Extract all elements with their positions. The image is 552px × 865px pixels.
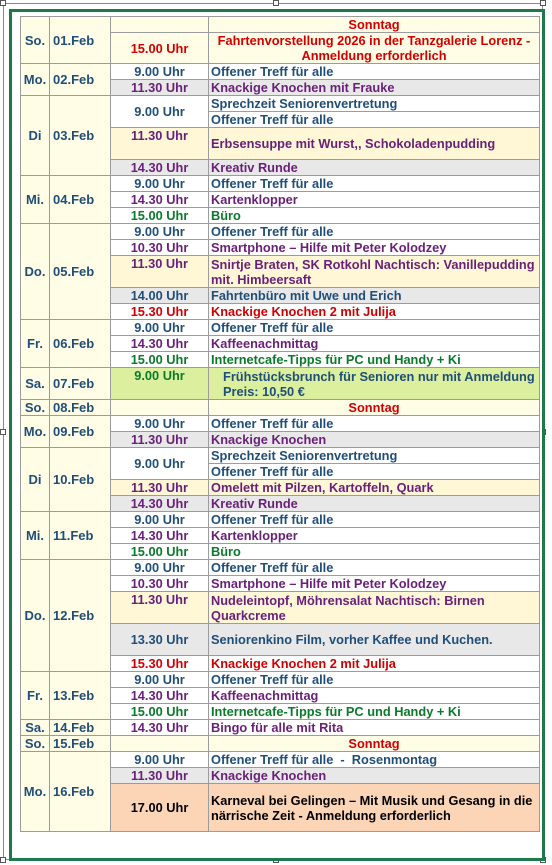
- date-cell: 03.Feb: [50, 96, 111, 176]
- time-cell: 11.30 Uhr: [111, 768, 209, 784]
- time-cell: 15.00 Uhr: [111, 33, 209, 64]
- time-cell: 14.30 Uhr: [111, 688, 209, 704]
- table-row: [21, 736, 540, 752]
- event-cell: Fahrtenbüro mit Uwe und Erich: [209, 288, 540, 304]
- day-cell: Di: [21, 448, 50, 512]
- event-cell: Offener Treff für alle: [209, 320, 540, 336]
- date-cell: 05.Feb: [50, 224, 111, 320]
- table-row: [21, 720, 540, 736]
- event-cell: Omelett mit Pilzen, Kartoffeln, Quark: [209, 480, 540, 496]
- time-cell: 9.00 Uhr: [111, 96, 209, 128]
- date-cell: 01.Feb: [50, 17, 111, 64]
- event-cell: Internetcafe-Tipps für PC und Handy + Ki: [209, 352, 540, 368]
- event-cell: Frühstücksbrunch für Senioren nur mit Anmeldung Preis: 10,50 €: [209, 368, 540, 400]
- date-cell: 07.Feb: [50, 368, 111, 400]
- table-row: [21, 17, 540, 33]
- time-cell: 11.30 Uhr: [111, 256, 209, 288]
- time-cell: 14.30 Uhr: [111, 720, 209, 736]
- time-cell: 11.30 Uhr: [111, 480, 209, 496]
- day-cell: Sa.: [21, 720, 50, 736]
- time-cell: 9.00 Uhr: [111, 224, 209, 240]
- day-cell: Mi.: [21, 512, 50, 560]
- date-cell: 02.Feb: [50, 64, 111, 96]
- day-cell: So.: [21, 400, 50, 416]
- event-cell: Kartenklopper: [209, 528, 540, 544]
- day-cell: Do.: [21, 560, 50, 672]
- table-row: [21, 96, 540, 112]
- date-cell: 09.Feb: [50, 416, 111, 448]
- table-row: [21, 320, 540, 336]
- time-cell: 9.00 Uhr: [111, 176, 209, 192]
- table-row: [21, 512, 540, 528]
- event-cell: Offener Treff für alle: [209, 64, 540, 80]
- day-cell: Mi.: [21, 176, 50, 224]
- time-cell: 14.30 Uhr: [111, 160, 209, 176]
- date-cell: 10.Feb: [50, 448, 111, 512]
- time-cell: 9.00 Uhr: [111, 64, 209, 80]
- event-cell: Offener Treff für alle: [209, 176, 540, 192]
- event-cell: Offener Treff für alle: [209, 112, 540, 128]
- time-cell: 9.00 Uhr: [111, 672, 209, 688]
- table-row: [21, 672, 540, 688]
- event-cell: Kaffeenachmittag: [209, 336, 540, 352]
- time-cell: 15.00 Uhr: [111, 544, 209, 560]
- time-cell: 15.30 Uhr: [111, 304, 209, 320]
- event-cell: Offener Treff für alle: [209, 416, 540, 432]
- event-cell: Offener Treff für alle: [209, 512, 540, 528]
- day-cell: Di: [21, 96, 50, 176]
- table-row: [21, 416, 540, 432]
- time-cell: 11.30 Uhr: [111, 432, 209, 448]
- time-cell: [111, 400, 209, 416]
- time-cell: 15.30 Uhr: [111, 656, 209, 672]
- event-cell: Sonntag: [209, 736, 540, 752]
- schedule-table: [20, 16, 540, 832]
- time-cell: 13.30 Uhr: [111, 624, 209, 656]
- event-cell: Kartenklopper: [209, 192, 540, 208]
- time-cell: 15.00 Uhr: [111, 352, 209, 368]
- time-cell: [111, 736, 209, 752]
- table-row: [21, 448, 540, 464]
- time-cell: 11.30 Uhr: [111, 128, 209, 160]
- event-cell: Knackige Knochen 2 mit Julija: [209, 304, 540, 320]
- event-cell: Sprechzeit Seniorenvertretung: [209, 448, 540, 464]
- table-row: [21, 176, 540, 192]
- event-cell: Nudeleintopf, Möhrensalat Nachtisch: Birnen Quarkcreme: [209, 592, 540, 624]
- day-cell: Mo.: [21, 752, 50, 832]
- time-cell: 14.30 Uhr: [111, 528, 209, 544]
- date-cell: 08.Feb: [50, 400, 111, 416]
- event-cell: Kaffeenachmittag: [209, 688, 540, 704]
- time-cell: 9.00 Uhr: [111, 320, 209, 336]
- time-cell: 9.00 Uhr: [111, 752, 209, 768]
- table-row: [21, 400, 540, 416]
- event-cell: Kreativ Runde: [209, 496, 540, 512]
- event-cell: Knackige Knochen: [209, 432, 540, 448]
- event-cell: Offener Treff für alle: [209, 560, 540, 576]
- event-cell: Seniorenkino Film, vorher Kaffee und Kuchen.: [209, 624, 540, 656]
- time-cell: 15.00 Uhr: [111, 704, 209, 720]
- table-row: [21, 560, 540, 576]
- event-cell: Büro: [209, 544, 540, 560]
- time-cell: 17.00 Uhr: [111, 784, 209, 832]
- table-row: [21, 64, 540, 80]
- resize-handle[interactable]: [0, 0, 6, 6]
- event-cell: Offener Treff für alle: [209, 464, 540, 480]
- date-cell: 15.Feb: [50, 736, 111, 752]
- time-cell: 14.30 Uhr: [111, 336, 209, 352]
- day-cell: Sa.: [21, 368, 50, 400]
- event-cell: Smartphone – Hilfe mit Peter Kolodzey: [209, 240, 540, 256]
- time-cell: 9.00 Uhr: [111, 448, 209, 480]
- time-cell: 10.30 Uhr: [111, 240, 209, 256]
- table-row: [21, 368, 540, 384]
- time-cell: 11.30 Uhr: [111, 592, 209, 624]
- day-cell: So.: [21, 17, 50, 64]
- time-cell: 14.30 Uhr: [111, 496, 209, 512]
- day-cell: Do.: [21, 224, 50, 320]
- date-cell: 14.Feb: [50, 720, 111, 736]
- event-cell: Snirtje Braten, SK Rotkohl Nachtisch: Vanillepudding mit. Himbeersaft: [209, 256, 540, 288]
- event-cell: Erbsensuppe mit Wurst,, Schokoladenpudding: [209, 128, 540, 160]
- event-cell: Sonntag: [209, 400, 540, 416]
- event-cell: Büro: [209, 208, 540, 224]
- event-cell: Offener Treff für alle: [209, 672, 540, 688]
- date-cell: 04.Feb: [50, 176, 111, 224]
- time-cell: [111, 17, 209, 33]
- date-cell: 06.Feb: [50, 320, 111, 368]
- event-cell: Knackige Knochen 2 mit Julija: [209, 656, 540, 672]
- time-cell: 11.30 Uhr: [111, 80, 209, 96]
- date-cell: 13.Feb: [50, 672, 111, 720]
- time-cell: 14.30 Uhr: [111, 192, 209, 208]
- event-cell: Sonntag: [209, 17, 540, 33]
- day-cell: Mo.: [21, 64, 50, 96]
- date-cell: 11.Feb: [50, 512, 111, 560]
- time-cell: 9.00 Uhr: [111, 560, 209, 576]
- table-row: [21, 224, 540, 240]
- time-cell: 9.00 Uhr: [111, 368, 209, 400]
- event-cell: Karneval bei Gelingen – Mit Musik und Gesang in die närrische Zeit - Anmeldung erforderlich: [209, 784, 540, 832]
- time-cell: 14.00 Uhr: [111, 288, 209, 304]
- resize-handle[interactable]: [0, 429, 6, 435]
- day-cell: So.: [21, 736, 50, 752]
- day-cell: Fr.: [21, 672, 50, 720]
- resize-handle[interactable]: [540, 0, 546, 6]
- event-cell: Offener Treff für alle: [209, 224, 540, 240]
- event-cell: Knackige Knochen mit Frauke: [209, 80, 540, 96]
- event-cell: Smartphone – Hilfe mit Peter Kolodzey: [209, 576, 540, 592]
- resize-handle[interactable]: [0, 857, 6, 863]
- date-cell: 16.Feb: [50, 752, 111, 832]
- day-cell: Mo.: [21, 416, 50, 448]
- event-cell: Bingo für alle mit Rita: [209, 720, 540, 736]
- time-cell: 9.00 Uhr: [111, 512, 209, 528]
- table-row: [21, 752, 540, 768]
- time-cell: 10.30 Uhr: [111, 576, 209, 592]
- event-cell: Knackige Knochen: [209, 768, 540, 784]
- event-cell: Sprechzeit Seniorenvertretung: [209, 96, 540, 112]
- time-cell: 9.00 Uhr: [111, 416, 209, 432]
- event-cell: Offener Treff für alle - Rosenmontag: [209, 752, 540, 768]
- event-cell: Fahrtenvorstellung 2026 in der Tanzgalerie Lorenz - Anmeldung erforderlich: [209, 33, 540, 64]
- day-cell: Fr.: [21, 320, 50, 368]
- date-cell: 12.Feb: [50, 560, 111, 672]
- event-cell: Internetcafe-Tipps für PC und Handy + Ki: [209, 704, 540, 720]
- time-cell: 15.00 Uhr: [111, 208, 209, 224]
- event-cell: Kreativ Runde: [209, 160, 540, 176]
- resize-handle[interactable]: [273, 0, 279, 6]
